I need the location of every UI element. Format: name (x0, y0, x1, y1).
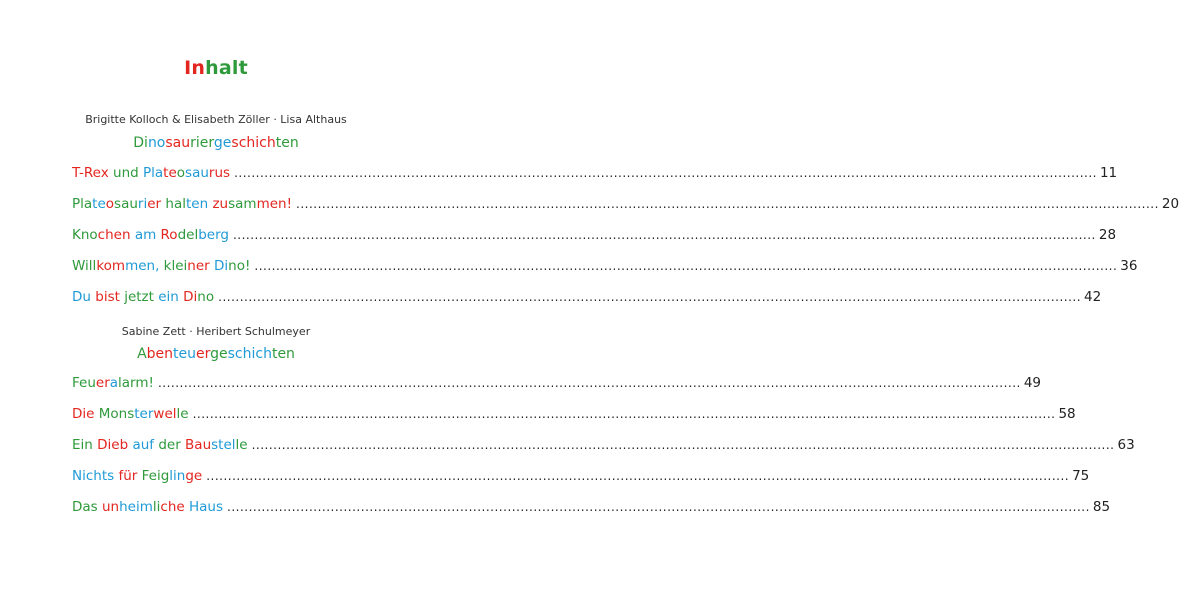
syllable-segment: Pla (72, 196, 93, 212)
syllable-segment: no (197, 289, 215, 305)
toc-entry-title (72, 258, 250, 274)
syllable-segment: er (147, 196, 166, 212)
syllable-segment: Pla (143, 165, 164, 181)
syllable-segment: Di (183, 289, 198, 305)
syllable-segment: Di (133, 135, 148, 151)
syllable-segment: ben (146, 346, 174, 362)
syllable-segment: Feig (141, 468, 170, 484)
section-1-toc-list (72, 165, 1179, 320)
syllable-segment: In (184, 57, 206, 79)
syllable-segment: ge (185, 468, 203, 484)
syllable-segment: ten (185, 196, 213, 212)
page-title (0, 57, 432, 79)
syllable-segment: ri (137, 196, 148, 212)
syllable-segment: bist (95, 289, 125, 305)
syllable-segment: a (109, 375, 119, 391)
syllable-segment: te (163, 165, 177, 181)
syllable-segment: Die (72, 406, 99, 422)
toc-entry-title (72, 437, 248, 453)
syllable-segment: kom (96, 258, 126, 274)
toc-entry[interactable] (72, 375, 1042, 406)
syllable-segment: T-Rex (72, 165, 114, 181)
toc-entry[interactable] (72, 468, 1090, 499)
syllable-segment: sau (185, 165, 209, 181)
syllable-segment: halt (205, 57, 248, 79)
syllable-segment: er (95, 375, 110, 391)
syllable-segment: Haus (188, 499, 223, 515)
toc-entry[interactable] (72, 196, 1179, 227)
syllable-segment: berg (198, 227, 229, 243)
toc-page-number: 28 (1098, 227, 1117, 243)
section-1-authors: Brigitte Kolloch & Elisabeth Zöller · Lisa Althaus (85, 113, 347, 126)
dot-leader: ........................................................................................................................................................................................................ (251, 438, 1115, 452)
syllable-segment: Dieb (97, 437, 133, 453)
syllable-segment: che (160, 499, 189, 515)
dot-leader: ........................................................................................................................................................................................................ (227, 500, 1090, 514)
syllable-segment: Kno (72, 227, 98, 243)
toc-page-number: 11 (1099, 165, 1118, 181)
syllable-segment: o (105, 196, 115, 212)
syllable-segment: Ein (72, 437, 98, 453)
syllable-segment: no! (228, 258, 251, 274)
toc-entry[interactable] (72, 258, 1138, 289)
syllable-segment: heim (119, 499, 153, 515)
toc-page-number: 75 (1072, 468, 1090, 484)
syllable-segment: te (92, 196, 106, 212)
syllable-segment: ner (187, 258, 215, 274)
dot-leader: ........................................................................................................................................................................................................ (234, 166, 1097, 180)
toc-entry[interactable] (72, 499, 1111, 530)
syllable-segment: schich (231, 135, 276, 151)
syllable-segment: rier (190, 135, 214, 151)
syllable-segment: A (137, 346, 147, 362)
toc-entry-title (72, 406, 189, 422)
syllable-segment: chen (97, 227, 135, 243)
syllable-segment: klei (163, 258, 188, 274)
syllable-segment: Nichts (72, 468, 119, 484)
dot-leader: ........................................................................................................................................................................................................ (296, 197, 1159, 211)
syllable-segment: Mons (98, 406, 135, 422)
syllable-segment: zu (212, 196, 229, 212)
syllable-segment: ten (271, 346, 295, 362)
toc-page-number: 58 (1058, 406, 1076, 422)
syllable-segment: men, (125, 258, 164, 274)
syllable-segment: sau (165, 135, 191, 151)
syllable-segment: auf (132, 437, 159, 453)
syllable-segment: Di (214, 258, 229, 274)
syllable-segment: er (196, 346, 211, 362)
toc-page-number: 36 (1120, 258, 1138, 274)
toc-entry-title (72, 196, 292, 212)
toc-entry-title (72, 468, 202, 484)
syllable-segment: sau (114, 196, 138, 212)
toc-entry-title (72, 165, 230, 181)
dot-leader: ........................................................................................................................................................................................................ (254, 259, 1118, 273)
syllable-segment: Ro (160, 227, 178, 243)
toc-page-number: 42 (1084, 289, 1102, 305)
section-2-authors: Sabine Zett · Heribert Schulmeyer (121, 325, 311, 338)
syllable-segment: li (152, 499, 161, 515)
dot-leader: ........................................................................................................................................................................................................ (206, 469, 1070, 483)
syllable-segment: men! (256, 196, 292, 212)
syllable-segment: le (176, 406, 189, 422)
dot-leader: ........................................................................................................................................................................................................ (192, 407, 1056, 421)
syllable-segment: Bau (185, 437, 212, 453)
toc-entry-title (72, 499, 223, 515)
syllable-segment: hal (165, 196, 186, 212)
syllable-segment: un (102, 499, 120, 515)
syllable-segment: wel (153, 406, 177, 422)
toc-entry[interactable] (72, 406, 1076, 437)
syllable-segment: Du (72, 289, 96, 305)
toc-entry-title (72, 375, 154, 391)
syllable-segment: Will (72, 258, 97, 274)
section-1-title (0, 135, 432, 151)
toc-page-number: 63 (1117, 437, 1135, 453)
toc-page-number: 49 (1023, 375, 1042, 391)
syllable-segment: ter (134, 406, 154, 422)
syllable-segment: Das (72, 499, 102, 515)
toc-entry-title (72, 227, 229, 243)
syllable-segment: larm! (118, 375, 154, 391)
toc-entry[interactable] (72, 437, 1135, 468)
syllable-segment: stel (211, 437, 236, 453)
toc-page-number: 85 (1092, 499, 1111, 515)
syllable-segment: ge (210, 346, 228, 362)
syllable-segment: ten (275, 135, 299, 151)
section-2-title (0, 346, 432, 362)
syllable-segment: del (177, 227, 199, 243)
syllable-segment: no (147, 135, 166, 151)
toc-page-number: 20 (1161, 196, 1179, 212)
syllable-segment: ein (158, 289, 184, 305)
syllable-segment: o (176, 165, 186, 181)
syllable-segment: le (235, 437, 248, 453)
syllable-segment: rus (208, 165, 231, 181)
syllable-segment: am (134, 227, 161, 243)
syllable-segment: Feu (72, 375, 96, 391)
syllable-segment: lin (169, 468, 186, 484)
toc-entry[interactable] (72, 227, 1117, 258)
syllable-segment: sam (228, 196, 257, 212)
section-2-toc-list (72, 375, 1135, 530)
dot-leader: ........................................................................................................................................................................................................ (157, 376, 1021, 390)
dot-leader: ........................................................................................................................................................................................................ (218, 290, 1082, 304)
toc-entry[interactable] (72, 165, 1118, 196)
toc-entry-title (72, 289, 214, 305)
dot-leader: ........................................................................................................................................................................................................ (232, 228, 1096, 242)
syllable-segment: der (158, 437, 186, 453)
syllable-segment: jetzt (124, 289, 159, 305)
syllable-segment: ge (213, 135, 232, 151)
syllable-segment: und (113, 165, 143, 181)
syllable-segment: teu (173, 346, 196, 362)
toc-entry[interactable] (72, 289, 1102, 320)
syllable-segment: für (118, 468, 142, 484)
syllable-segment: schich (227, 346, 272, 362)
